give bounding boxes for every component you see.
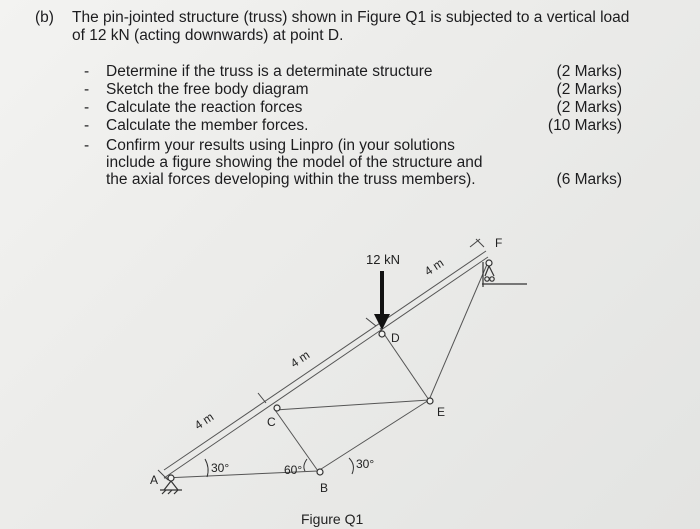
member-de <box>380 328 429 400</box>
load-arrow-icon <box>374 271 390 330</box>
task-text-linpro-line-3: the axial forces developing within the truss members). <box>106 171 476 188</box>
task-dash: - <box>84 81 90 98</box>
question-intro-line-2: of 12 kN (acting downwards) at point D. <box>72 27 344 44</box>
task-text-linpro-line-2: include a figure showing the model of the structure and <box>106 154 483 171</box>
task-dash: - <box>84 99 90 116</box>
load-label: 12 kN <box>366 252 400 267</box>
length-label: 4 m <box>287 347 313 371</box>
question-intro-line-1: The pin-jointed structure (truss) shown in Figure Q1 is subjected to a vertical load <box>72 9 630 26</box>
task-marks-determinacy: (2 Marks) <box>556 63 622 80</box>
angle-label: 60° <box>284 463 303 477</box>
node-label-e: E <box>437 405 446 419</box>
top-chord-line <box>164 257 488 478</box>
joint-e <box>427 398 433 404</box>
top-chord-line <box>164 251 486 470</box>
task-marks-linpro: (6 Marks) <box>556 171 622 188</box>
task-marks-fbd: (2 Marks) <box>556 81 622 98</box>
task-dash: - <box>84 137 90 154</box>
member-ce <box>275 400 429 410</box>
joint-d <box>379 331 385 337</box>
angle-label: 30° <box>211 461 230 475</box>
joint-a <box>168 475 174 481</box>
task-text-fbd: Sketch the free body diagram <box>106 81 309 98</box>
task-dash: - <box>84 63 90 80</box>
task-text-determinacy: Determine if the truss is a determinate structure <box>106 63 433 80</box>
task-marks-reactions: (2 Marks) <box>556 99 622 116</box>
length-label: 4 m <box>421 255 447 279</box>
node-label-c: C <box>267 415 276 429</box>
task-text-reactions: Calculate the reaction forces <box>106 99 303 116</box>
joint-f <box>486 260 492 266</box>
question-label: (b) <box>35 9 54 26</box>
task-text-linpro-line-1: Confirm your results using Linpro (in your solutions <box>106 137 455 154</box>
task-text-member-forces: Calculate the member forces. <box>106 117 309 134</box>
figure-caption: Figure Q1 <box>301 511 364 527</box>
node-label-f: F <box>495 236 503 250</box>
pin-support-a-icon <box>160 481 182 494</box>
length-label: 4 m <box>191 409 217 433</box>
member-ef <box>429 262 488 400</box>
task-dash: - <box>84 117 90 134</box>
task-marks-member-forces: (10 Marks) <box>547 117 622 134</box>
joint-c <box>274 405 280 411</box>
member-cb <box>275 410 318 471</box>
node-label-a: A <box>150 473 159 487</box>
node-label-d: D <box>391 331 400 345</box>
angle-label: 30° <box>356 457 375 471</box>
joint-b <box>317 469 323 475</box>
node-label-b: B <box>320 481 329 495</box>
